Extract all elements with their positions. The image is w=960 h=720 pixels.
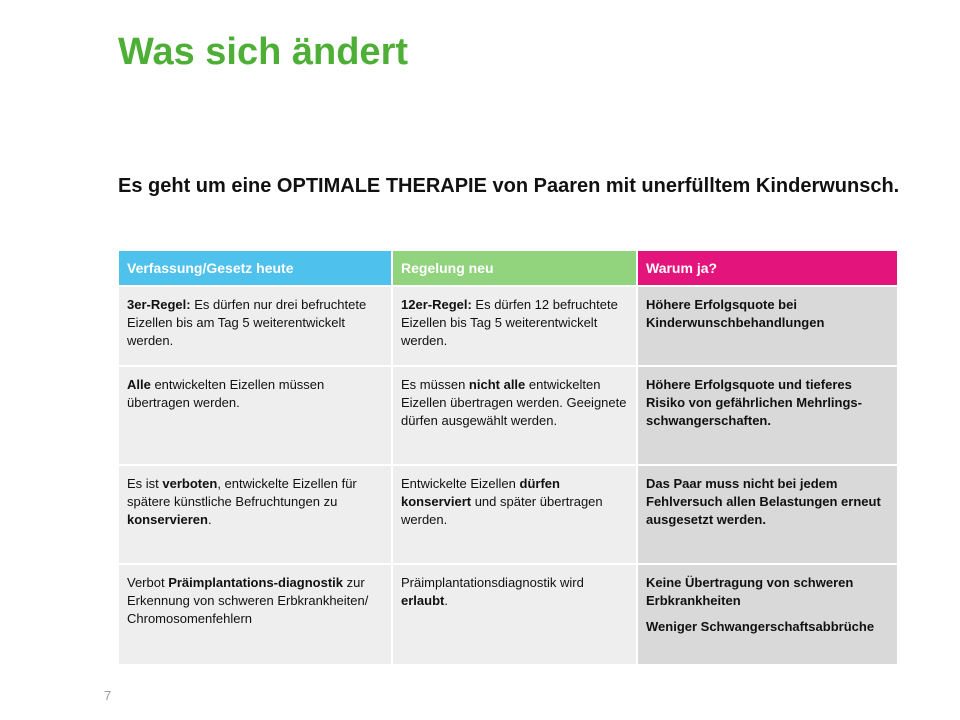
cell-new-regulation [393, 466, 636, 563]
cell-text: Es dürfen nur drei befruchtete Eizellen bis am Tag 5 weiterentwickelt werden. [127, 297, 367, 348]
reason-text: Das Paar muss nicht bei jedem Fehlversuch allen Belastungen erneut ausgesetzt werden. [646, 476, 881, 527]
page-number: 7 [104, 688, 112, 703]
cell-text: Es ist [127, 476, 163, 491]
cell-text: und später übertragen werden. [401, 494, 603, 527]
cell-emphasis: verboten [162, 476, 218, 491]
cell-text: Präimplantationsdiagnostik wird [401, 575, 584, 590]
cell-emphasis: 12er-Regel: [401, 297, 472, 312]
table-row [119, 367, 897, 464]
comparison-table [117, 249, 899, 666]
cell-reason [638, 287, 897, 365]
reason-text: Weniger Schwangerschaftsabbrüche [646, 619, 875, 634]
cell-text: zur Erkennung von schweren Erbkrankheiten/ Chromosomenfehlern [127, 575, 369, 626]
slide-subtitle: Es geht um eine OPTIMALE THERAPIE von Paaren mit unerfülltem Kinderwunsch. [118, 175, 900, 197]
cell-reason [638, 565, 897, 664]
cell-current-law [119, 287, 391, 365]
cell-current-law [119, 367, 391, 464]
cell-emphasis: konservieren [127, 512, 208, 527]
cell-text: entwickelten Eizellen müssen übertragen werden. [127, 377, 325, 410]
cell-text: , entwickelte Eizellen für spätere künstliche Befruchtungen zu [127, 476, 357, 509]
table-row [119, 565, 897, 664]
cell-text: entwickelten Eizellen übertragen werden. Geeignete dürfen ausgewählt werden. [401, 377, 627, 428]
cell-emphasis: 3er-Regel: [127, 297, 191, 312]
cell-new-regulation [393, 565, 636, 664]
header-new-regulation: Regelung neu [393, 251, 636, 285]
header-current-law: Verfassung/Gesetz heute [119, 251, 391, 285]
cell-reason [638, 466, 897, 563]
table-row [119, 466, 897, 563]
cell-emphasis: nicht alle [468, 377, 526, 392]
cell-emphasis: Präimplantations-diagnostik [168, 575, 344, 590]
cell-current-law [119, 466, 391, 563]
cell-text: Entwickelte Eizellen [401, 476, 520, 491]
reason-text: Keine Übertragung von schweren Erbkrankheiten [646, 575, 854, 608]
slide-title: Was sich ändert [118, 31, 409, 73]
cell-emphasis: Alle [127, 377, 151, 392]
cell-emphasis: dürfen konserviert [401, 476, 560, 509]
cell-text: Verbot [127, 575, 169, 590]
cell-emphasis: erlaubt [401, 593, 445, 608]
table-row [119, 287, 897, 365]
cell-text: Es dürfen 12 befruchtete Eizellen bis Tag 5 weiterentwickelt werden. [401, 297, 618, 348]
cell-text: . [207, 512, 212, 527]
cell-text: Es müssen [401, 377, 469, 392]
cell-new-regulation [393, 367, 636, 464]
cell-new-regulation [393, 287, 636, 365]
cell-text: . [444, 593, 448, 608]
reason-text: Höhere Erfolgsquote und tieferes Risiko von gefährlichen Mehrlings-schwangerschaften. [646, 377, 862, 428]
cell-reason [638, 367, 897, 464]
cell-current-law [119, 565, 391, 664]
table-header-row [119, 251, 897, 285]
header-why-yes: Warum ja? [638, 251, 897, 285]
reason-text: Höhere Erfolgsquote bei Kinderwunschbehandlungen [646, 297, 825, 330]
